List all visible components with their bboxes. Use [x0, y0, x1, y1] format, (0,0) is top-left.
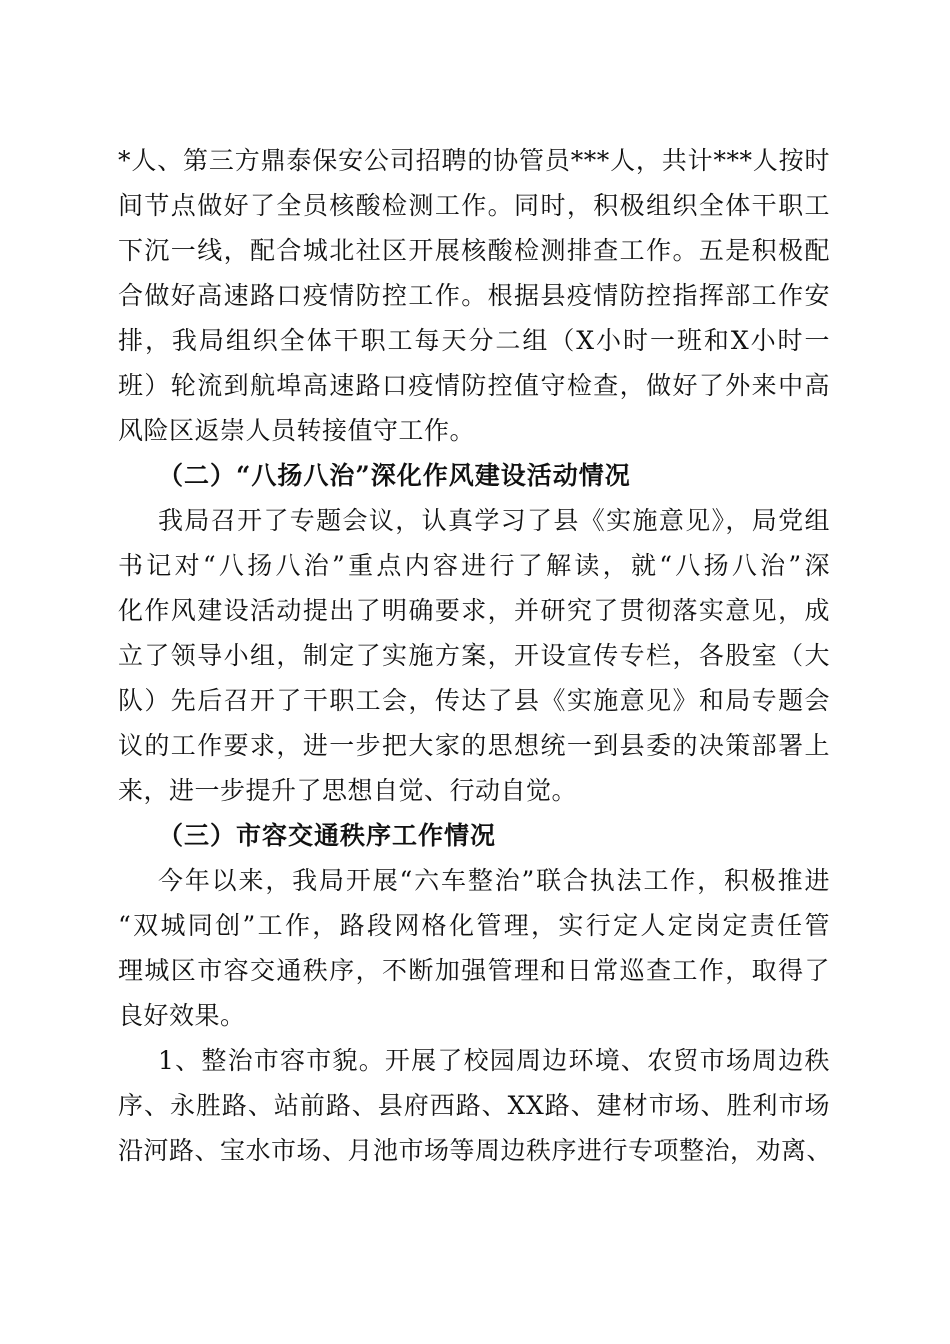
body-line-17: 理城区市容交通秩序，不断加强管理和日常巡查工作，取得了	[118, 956, 830, 985]
body-line-11: 立了领导小组，制定了实施方案，开设宣传专栏，各股室（大	[118, 641, 830, 670]
body-line-21: 沿河路、宝水市场、月池市场等周边秩序进行专项整治，劝离、	[118, 1136, 833, 1165]
body-line-16: “双城同创”工作，路段网格化管理，实行定人定岗定责任管	[118, 911, 830, 940]
body-line-5: 排，我局组织全体干职工每天分二组（X小时一班和X小时一	[118, 326, 830, 355]
body-line-13: 议的工作要求，进一步把大家的思想统一到县委的决策部署上	[118, 731, 830, 760]
body-line-20: 序、永胜路、站前路、县府西路、XX路、建材市场、胜利市场	[118, 1091, 830, 1120]
body-line-18: 良好效果。	[118, 1001, 246, 1030]
body-line-3: 下沉一线，配合城北社区开展核酸检测排查工作。五是积极配	[118, 236, 830, 265]
body-line-10: 化作风建设活动提出了明确要求，并研究了贯彻落实意见，成	[118, 596, 830, 625]
body-line-2: 间节点做好了全员核酸检测工作。同时，积极组织全体干职工	[118, 191, 830, 220]
body-line-8: 我局召开了专题会议，认真学习了县《实施意见》，局党组	[158, 506, 830, 535]
body-line-6: 班）轮流到航埠高速路口疫情防控值守检查，做好了外来中高	[118, 371, 830, 400]
body-line-12: 队）先后召开了干职工会，传达了县《实施意见》和局专题会	[118, 686, 830, 715]
body-line-15: 今年以来，我局开展“六车整治”联合执法工作，积极推进	[158, 866, 830, 895]
section-heading-2: （二）“八扬八治”深化作风建设活动情况	[158, 461, 631, 490]
body-line-14: 来，进一步提升了思想自觉、行动自觉。	[118, 776, 578, 805]
body-line-7: 风险区返崇人员转接值守工作。	[118, 416, 476, 445]
body-line-4: 合做好高速路口疫情防控工作。根据县疫情防控指挥部工作安	[118, 281, 830, 310]
body-line-1: *人、第三方鼎泰保安公司招聘的协管员***人，共计***人按时	[118, 146, 830, 175]
body-line-9: 书记对“八扬八治”重点内容进行了解读，就“八扬八治”深	[118, 551, 830, 580]
section-heading-3: （三）市容交通秩序工作情况	[158, 821, 497, 850]
body-line-19: 1、整治市容市貌。开展了校园周边环境、农贸市场周边秩	[158, 1046, 830, 1075]
